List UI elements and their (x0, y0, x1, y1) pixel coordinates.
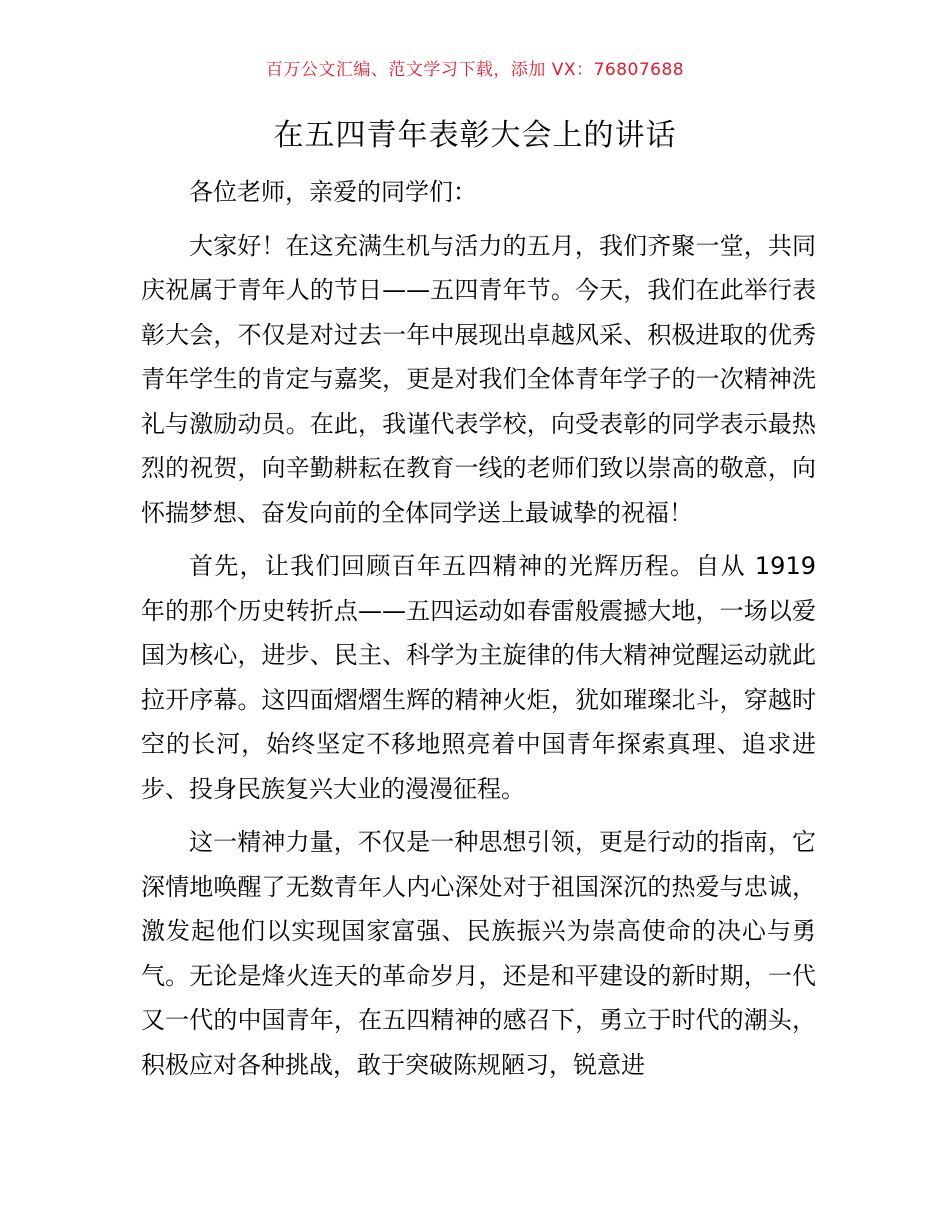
page-title: 在五四青年表彰大会上的讲话 (273, 118, 677, 153)
header-note: 百万公文汇编、范文学习下载，添加 VX：76807688 (265, 60, 685, 80)
document-body (141, 170, 816, 1087)
body-paragraph: 首先，让我们回顾百年五四精神的光辉历程。自从 1919 年的那个历史转折点——五四运动如春雷般震撼大地，一场以爱国为核心，进步、民主、科学为主旋律的伟大精神觉醒运动就此拉开序幕。这四面熠熠生辉的精神火炬，犹如璀璨北斗，穿越时空的长河，始终坚定不移地照亮着中国青年探索真理、追求进步、投身民族复兴大业的漫漫征程。 (141, 552, 816, 803)
body-paragraph: 这一精神力量，不仅是一种思想引领，更是行动的指南，它深情地唤醒了无数青年人内心深处对于祖国深沉的热爱与忠诚，激发起他们以实现国家富强、民族振兴为崇高使命的决心与勇气。无论是烽火连天的革命岁月，还是和平建设的新时期，一代又一代的中国青年，在五四精神的感召下，勇立于时代的潮头，积极应对各种挑战，敢于突破陈规陋习，锐意进 (141, 828, 816, 1079)
body-paragraph: 大家好！在这充满生机与活力的五月，我们齐聚一堂，共同庆祝属于青年人的节日——五四青年节。今天，我们在此举行表彰大会，不仅是对过去一年中展现出卓越风采、积极进取的优秀青年学生的肯定与嘉奖，更是对我们全体青年学子的一次精神洗礼与激励动员。在此，我谨代表学校，向受表彰的同学表示最热烈的祝贺，向辛勤耕耘在教育一线的老师们致以崇高的敬意，向怀揣梦想、奋发向前的全体同学送上最诚挚的祝福！ (141, 231, 816, 527)
salutation-paragraph: 各位老师，亲爱的同学们： (189, 178, 477, 206)
